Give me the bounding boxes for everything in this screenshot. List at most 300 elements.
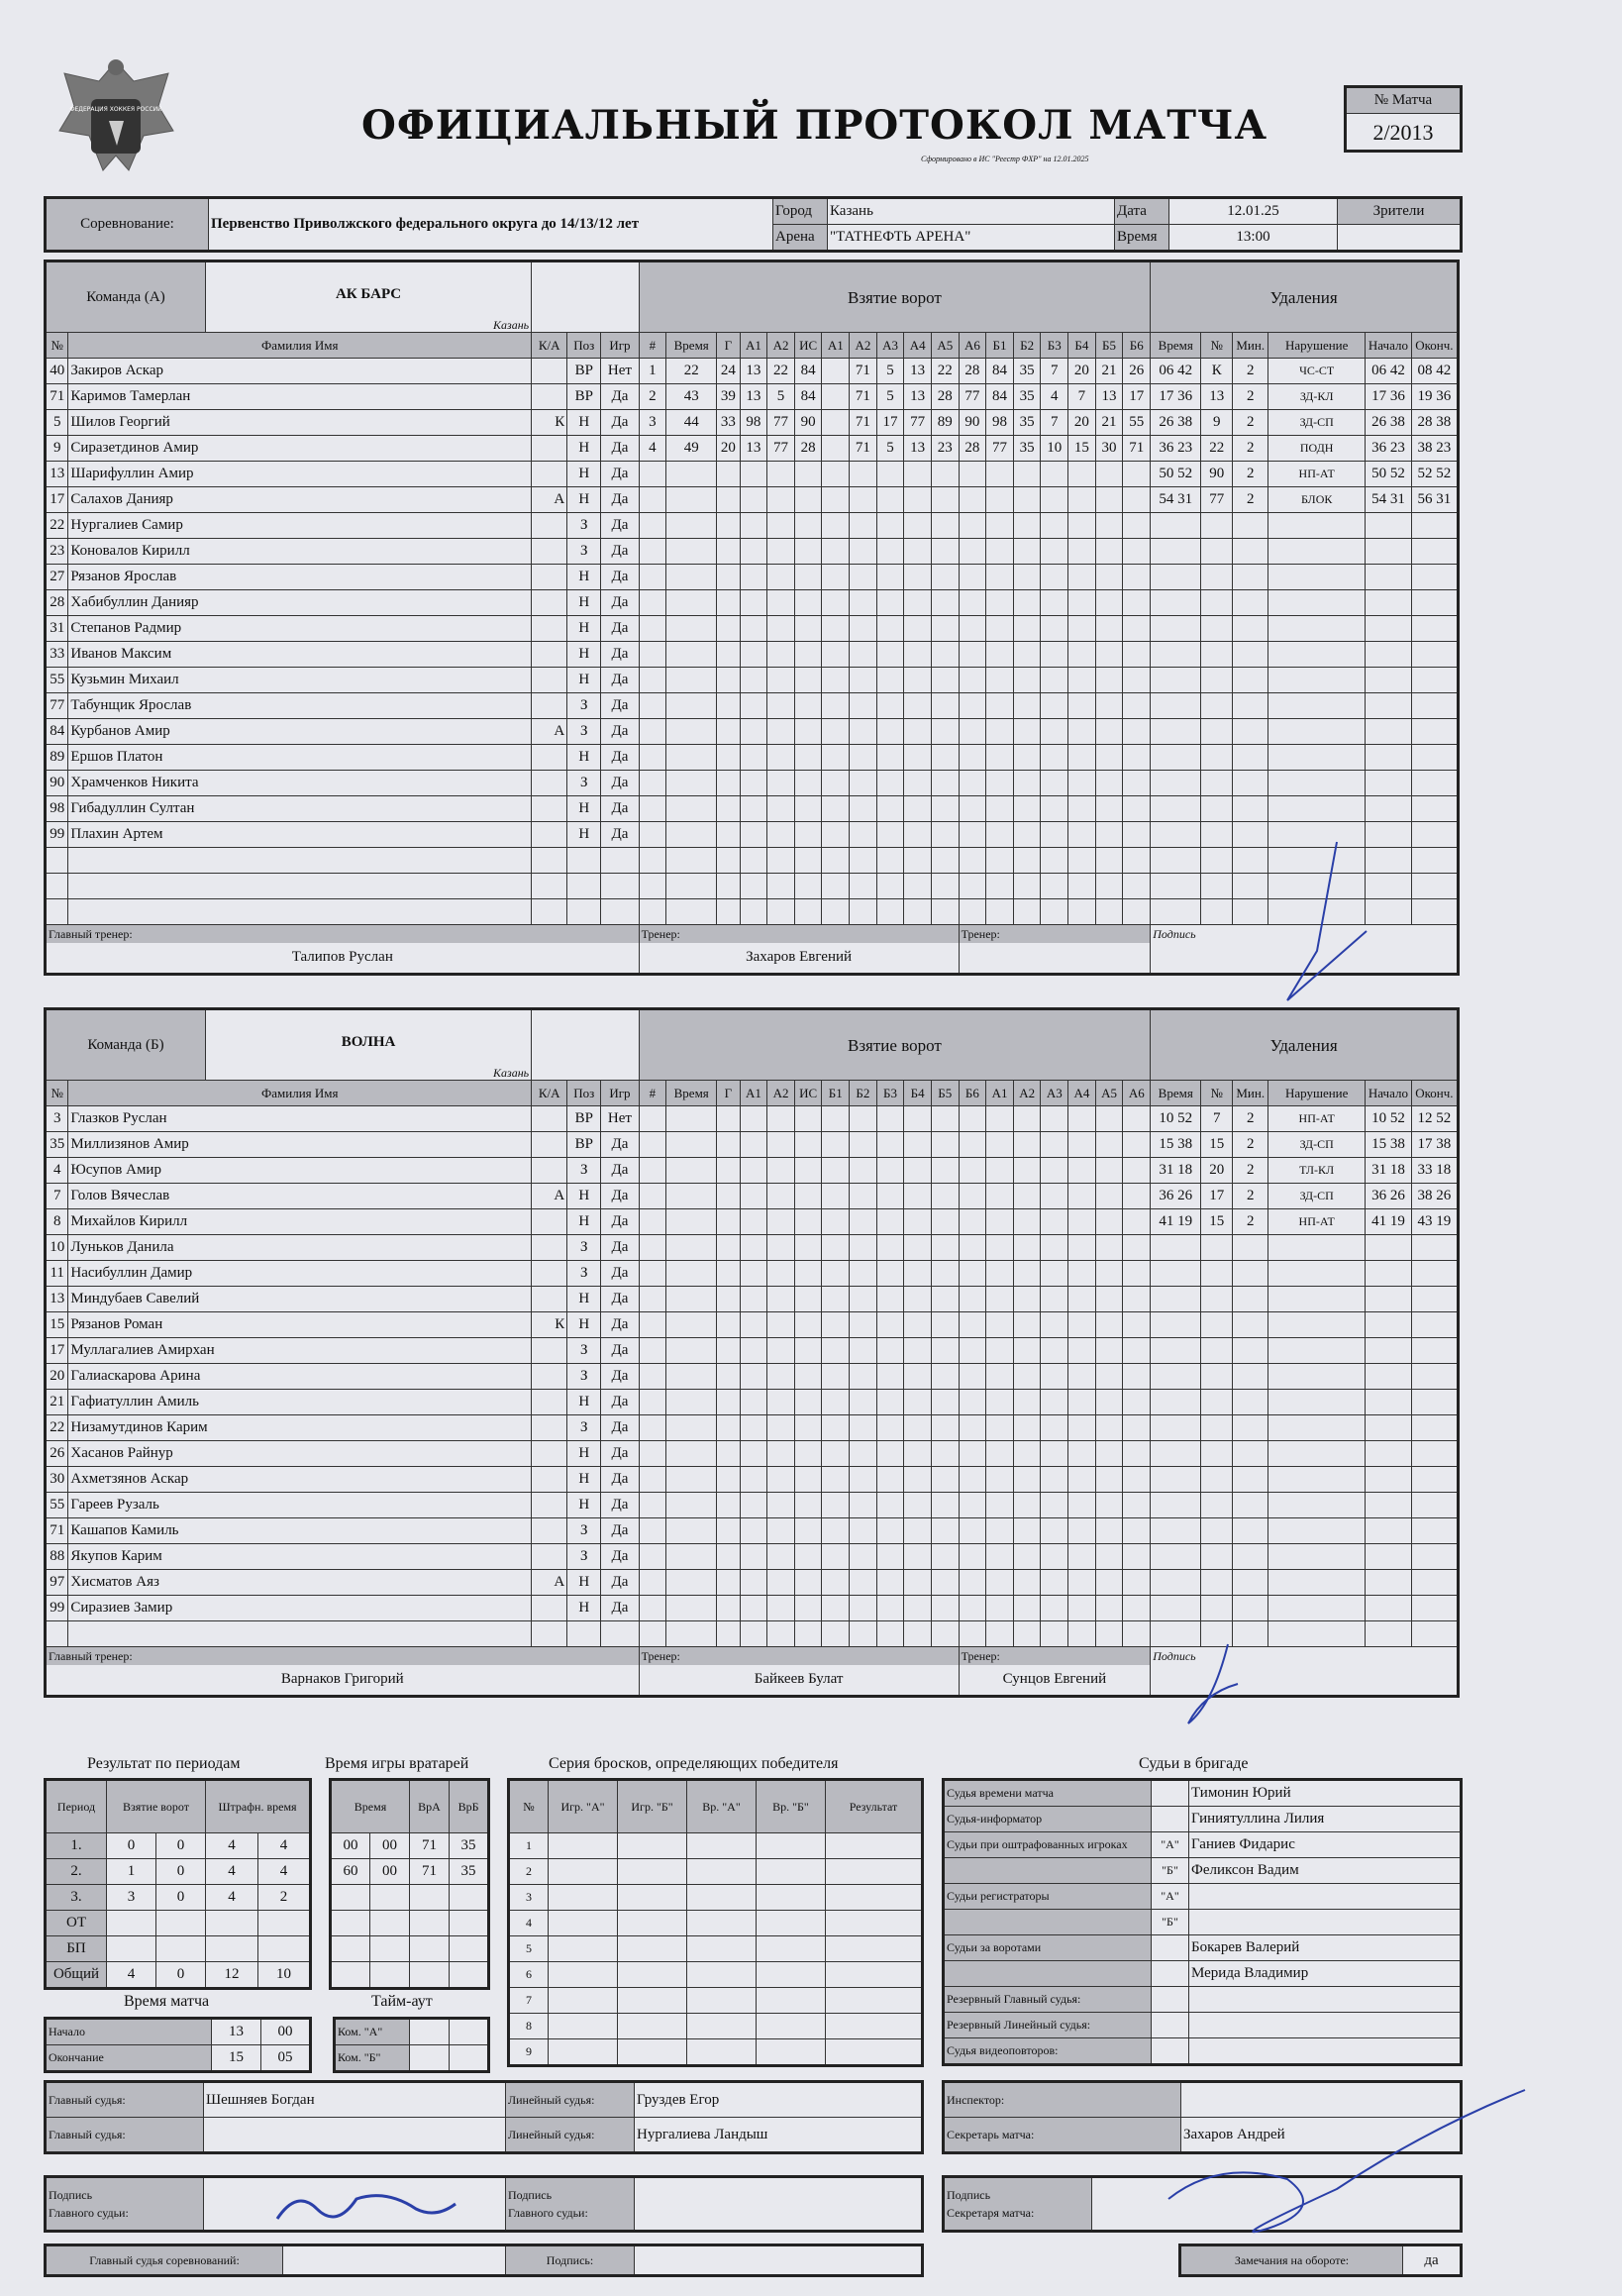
team_a-goal-cell: 98 [986, 410, 1014, 436]
team_a-goal-cell [767, 565, 795, 590]
team_b-pen-violation: ТЛ-КЛ [1268, 1158, 1366, 1184]
team_a-player-name: Шарифуллин Амир [68, 462, 532, 487]
team_a-pen-violation [1268, 771, 1366, 796]
team_b-goal-cell [904, 1467, 932, 1493]
team_a-goal-cell [767, 668, 795, 693]
team_b-goal-cell [986, 1364, 1014, 1390]
team_b-player-no: 35 [46, 1132, 68, 1158]
team_a-goal-cell [794, 668, 822, 693]
team_a-goal-cell: 5 [876, 359, 904, 384]
team_a-pen-start [1366, 745, 1412, 771]
team_a-pen-end [1411, 822, 1458, 848]
team_a-pen-time [1151, 668, 1201, 693]
team_a-goal-cell [850, 796, 877, 822]
team_a-goal-cell [876, 642, 904, 668]
goalie-title: Время игры вратарей [325, 1755, 469, 1772]
team_b-goal-cell [666, 1467, 717, 1493]
team_b-player-played: Да [601, 1364, 639, 1390]
team_a-goal-cell [986, 565, 1014, 590]
team_b-head-coach: Варнаков Григорий [280, 1671, 404, 1687]
team_a-goal-cell [1123, 874, 1151, 899]
team_a-goal-cell [850, 487, 877, 513]
team_b-hdr-pen-3: Нарушение [1268, 1081, 1366, 1106]
team_b-pen-start [1366, 1209, 1412, 1235]
team_a-goal-cell: 77 [959, 384, 986, 410]
team_b-goal-cell [666, 1570, 717, 1596]
team_b-goal-cell [822, 1518, 850, 1544]
team_b-goal-cell [1095, 1518, 1123, 1544]
team_b-coach2-cell [959, 1647, 1151, 1697]
team_a-goal-cell [740, 616, 767, 642]
team_b-pen-no [1201, 1235, 1233, 1261]
shootout-cell [549, 1885, 618, 1911]
shootout-no: 9 [509, 2039, 549, 2066]
referee-name: Мерида Владимир [1189, 1961, 1462, 1987]
team_b-pen-min [1233, 1493, 1268, 1518]
team_b-goal-cell [850, 1184, 877, 1209]
shootout-cell [687, 2039, 757, 2066]
team_a-goal-cell [931, 668, 959, 693]
team_a-goal-cell [904, 771, 932, 796]
team_b-goal-cell [850, 1364, 877, 1390]
team_b-pen-start [1366, 1184, 1412, 1209]
shootout-cell [757, 2039, 826, 2066]
match-time-title: Время матча [124, 1993, 210, 2010]
team_a-player-pos: ВР [567, 384, 601, 410]
goalie-cell [450, 1911, 489, 1936]
team_a-team-name: АК БАРС [335, 286, 402, 302]
period-cell: 4 [258, 1859, 311, 1885]
team_b-player-ka [532, 1338, 567, 1364]
team_b-player-pos: З [567, 1235, 601, 1261]
team_b-goal-cell [931, 1106, 959, 1132]
team_b-goal-cell [666, 1338, 717, 1364]
team_b-signature-cell [1151, 1647, 1459, 1697]
team_b-pen-time [1151, 1261, 1201, 1287]
team_a-goal-cell: 71 [850, 410, 877, 436]
team_a-player-played: Да [601, 693, 639, 719]
team_a-player-no: 40 [46, 359, 68, 384]
team_b-goal-cell [639, 1158, 666, 1184]
team_a-player-pos: З [567, 719, 601, 745]
team_a-goal-cell: 35 [1013, 384, 1041, 410]
referee-name: Ганиев Фидарис [1189, 1832, 1462, 1858]
team_b-goal-cell [931, 1518, 959, 1544]
shootout-header-cell: № [509, 1780, 549, 1833]
table-row [46, 359, 1459, 384]
team_a-pen-end [1411, 616, 1458, 642]
team_a-goal-cell [767, 539, 795, 565]
team_a-player-ka [532, 590, 567, 616]
team_b-goal-cell [1041, 1106, 1068, 1132]
team_b-pen-time [1151, 1415, 1201, 1441]
pen-end-sec: 26 [1436, 1188, 1452, 1203]
team_a-pen-no [1201, 513, 1233, 539]
period-cell: 3 [107, 1885, 156, 1911]
team_b-pen-min: 2 [1233, 1184, 1268, 1209]
team_a-label: Команда (А) [47, 262, 206, 332]
team_a-player-ka [532, 642, 567, 668]
team_a-goal-cell [1013, 745, 1041, 771]
team_b-goal-cell [767, 1106, 795, 1132]
team_a-goal-cell [1013, 642, 1041, 668]
team_a-goal-cell [822, 822, 850, 848]
team_b-player-pos: ВР [567, 1106, 601, 1132]
team_a-goal-cell [931, 874, 959, 899]
referee-role: Судья видеоповторов: [944, 2038, 1152, 2065]
team_a-pen-violation [1268, 513, 1366, 539]
team_b-goal-cell [986, 1158, 1014, 1184]
pen-start-sec: 23 [1389, 440, 1405, 456]
team_a-pen-min [1233, 745, 1268, 771]
team_a-goal-cell: 13 [740, 384, 767, 410]
team_a-player-played: Да [601, 745, 639, 771]
period-cell: 3. [46, 1885, 107, 1911]
team_a-goal-cell [767, 513, 795, 539]
inspector-secretary [942, 2080, 1463, 2154]
team_a-goal-cell: 13 [904, 384, 932, 410]
competition-referee-label: Главный судья соревнований: [46, 2245, 283, 2276]
pen-end-min: 12 [1417, 1110, 1433, 1126]
team_b-pen-end [1411, 1312, 1458, 1338]
team_b-player-no: 17 [46, 1338, 68, 1364]
table-row [46, 539, 1459, 565]
team_b-player-no: 71 [46, 1518, 68, 1544]
team_a-player-pos: З [567, 771, 601, 796]
team_a-goal-cell [986, 642, 1014, 668]
team_a-player-played [601, 874, 639, 899]
team_a-goal-cell [876, 771, 904, 796]
team_b-player-no: 20 [46, 1364, 68, 1390]
period-cell [258, 1911, 311, 1936]
team_b-player-played: Да [601, 1441, 639, 1467]
team_a-player-no: 99 [46, 822, 68, 848]
team_a-goal-cell: 49 [666, 436, 717, 462]
team_a-pen-min: 2 [1233, 359, 1268, 384]
shootout-cell [618, 1859, 687, 1885]
remarks-box [1178, 2244, 1463, 2277]
team_b-hdr-pen-4: Начало [1366, 1081, 1412, 1106]
team_b-label: Команда (Б) [47, 1010, 206, 1080]
team_a-goal-cell [876, 693, 904, 719]
table-row [46, 848, 1459, 874]
team_b-goal-cell [959, 1287, 986, 1312]
team_b-coach1: Байкеев Булат [754, 1671, 844, 1687]
team_a-pen-end [1411, 693, 1458, 719]
team_a-player-pos: Н [567, 565, 601, 590]
referee-row [944, 1884, 1462, 1910]
pen-start-sec: 19 [1389, 1213, 1405, 1229]
team_a-hdr-onice-11: Б6 [1123, 333, 1151, 359]
team_a-goal-cell [904, 899, 932, 925]
pen-end-min: 17 [1417, 1136, 1433, 1152]
team_a-goal-cell [876, 822, 904, 848]
team_b-pen-start [1366, 1312, 1412, 1338]
team_b-goal-cell [1013, 1467, 1041, 1493]
team_b-pen-time [1151, 1390, 1201, 1415]
team_b-player-played: Да [601, 1415, 639, 1441]
team_a-goal-cell: 3 [639, 410, 666, 436]
goalie-cell [331, 1936, 370, 1962]
pen-time-sec: 31 [1177, 491, 1193, 507]
team_b-goal-cell [1095, 1621, 1123, 1647]
team_b-hdr-8: А1 [740, 1081, 767, 1106]
team_a-goal-cell [1068, 848, 1096, 874]
team_b-goal-cell [1068, 1441, 1096, 1467]
team_b-goal-cell [1041, 1184, 1068, 1209]
team_b-pen-no: 15 [1201, 1132, 1233, 1158]
team_a-player-name [68, 848, 532, 874]
shootout-row [509, 1833, 923, 1859]
team_b-goal-cell [1123, 1390, 1151, 1415]
team_b-goal-cell [931, 1132, 959, 1158]
table-row [46, 693, 1459, 719]
team_b-goal-cell [740, 1338, 767, 1364]
team_b-goal-cell [931, 1415, 959, 1441]
team_b-player-pos: З [567, 1518, 601, 1544]
team_b-goal-cell [1123, 1338, 1151, 1364]
team_b-goal-cell [666, 1287, 717, 1312]
team_a-goal-cell [822, 359, 850, 384]
team_b-pen-no [1201, 1390, 1233, 1415]
team_a-hdr-0: № [46, 333, 68, 359]
team_b-pen-no [1201, 1493, 1233, 1518]
team_b-hdr-7: Г [717, 1081, 740, 1106]
team_b-goal-cell [1041, 1467, 1068, 1493]
team_a-hdr-onice-2: А3 [876, 333, 904, 359]
team_a-goal-cell: 21 [1095, 410, 1123, 436]
team_b-goal-cell [850, 1287, 877, 1312]
team_a-goal-cell [959, 771, 986, 796]
goalie-table [329, 1778, 490, 1990]
team_a-goal-cell [986, 462, 1014, 487]
team_b-hdr-onice-4: Б5 [931, 1081, 959, 1106]
team_b-hdr-1: Фамилия Имя [68, 1081, 532, 1106]
team_b-goal-cell [1123, 1287, 1151, 1312]
team_b-goal-cell [1095, 1338, 1123, 1364]
team_b-goal-cell [767, 1261, 795, 1287]
team_a-goal-cell: 5 [876, 384, 904, 410]
team_b-name-cell [46, 1009, 532, 1081]
period-cell: 2 [258, 1885, 311, 1911]
table-row [46, 1312, 1459, 1338]
team_a-goal-cell [822, 487, 850, 513]
team_a-player-name [68, 874, 532, 899]
team_b-player-pos: Н [567, 1287, 601, 1312]
team_b-goal-cell [850, 1493, 877, 1518]
team_a-goal-cell [931, 642, 959, 668]
shootout-no: 6 [509, 1962, 549, 1988]
pen-end-min: 38 [1417, 1188, 1433, 1203]
pen-time-min: 54 [1159, 491, 1174, 507]
team_b-goal-cell [1068, 1621, 1096, 1647]
referee-name [1189, 2013, 1462, 2038]
team_a-player-ka: А [532, 487, 567, 513]
competition-referee [44, 2244, 924, 2277]
team_b-goal-cell [666, 1441, 717, 1467]
team_b-goal-cell [822, 1596, 850, 1621]
team_a-goal-cell [931, 462, 959, 487]
team_a-goal-cell [794, 745, 822, 771]
match-start-hour: 13 [212, 2019, 261, 2045]
team_b-goal-cell [876, 1621, 904, 1647]
team_b-goal-cell [931, 1235, 959, 1261]
pen-time-sec: 38 [1177, 414, 1193, 430]
team_b-goal-cell [794, 1493, 822, 1518]
team_a-goal-cell [767, 771, 795, 796]
team_a-goal-cell [794, 642, 822, 668]
team_a-goal-cell [639, 642, 666, 668]
team_a-pen-start [1366, 668, 1412, 693]
team_a-pen-time [1151, 745, 1201, 771]
team_b-pen-time [1151, 1544, 1201, 1570]
table-row [46, 1544, 1459, 1570]
goalie-cell [331, 1962, 370, 1989]
team_a-pen-end [1411, 848, 1458, 874]
team_a-goal-cell [1068, 719, 1096, 745]
team_a-goal-cell [666, 719, 717, 745]
team_a-goal-cell [1041, 771, 1068, 796]
team_a-goal-cell: 84 [794, 384, 822, 410]
team_a-pen-min [1233, 513, 1268, 539]
referee-row [944, 1858, 1462, 1884]
team_b-player-pos: ВР [567, 1132, 601, 1158]
team_b-pen-violation [1268, 1390, 1366, 1415]
team_b-goal-cell [767, 1312, 795, 1338]
pen-start-sec: 38 [1389, 414, 1405, 430]
match-start-minute: 00 [261, 2019, 311, 2045]
team_b-pen-time [1151, 1132, 1201, 1158]
team_b-goal-cell [986, 1596, 1014, 1621]
table-row [46, 1518, 1459, 1544]
team_a-goal-cell [1041, 565, 1068, 590]
team_b-goal-cell [1068, 1467, 1096, 1493]
team_a-goal-cell [717, 719, 740, 745]
team_a-goal-cell [931, 616, 959, 642]
pen-start-sec: 38 [1389, 1136, 1405, 1152]
pen-time-min: 41 [1159, 1213, 1174, 1229]
goalie-header-time: Время [331, 1780, 410, 1833]
team_b-pen-min [1233, 1235, 1268, 1261]
team_b-goal-cell [1123, 1570, 1151, 1596]
team_b-goal-cell [959, 1493, 986, 1518]
team_b-goal-cell [1123, 1493, 1151, 1518]
referee-team [1152, 2013, 1189, 2038]
team_a-pen-no: 9 [1201, 410, 1233, 436]
team_a-pen-no [1201, 539, 1233, 565]
pen-time-min: 50 [1159, 466, 1174, 481]
team_b-player-played: Да [601, 1570, 639, 1596]
team_a-goal-cell [822, 771, 850, 796]
arena-value: "ТАТНЕФТЬ АРЕНА" [828, 225, 1115, 252]
team_a-player-name: Ершов Платон [68, 745, 532, 771]
team_b-goal-cell [1095, 1390, 1123, 1415]
team_b-pen-start [1366, 1415, 1412, 1441]
team_b-player-name [68, 1621, 532, 1647]
team_b-player-played: Да [601, 1596, 639, 1621]
team_b-goal-cell [794, 1132, 822, 1158]
team_b-goal-cell [1068, 1287, 1096, 1312]
team_b-goal-cell [876, 1132, 904, 1158]
team_b-goal-cell [904, 1106, 932, 1132]
team_b-goal-cell [1068, 1415, 1096, 1441]
team_a-pen-start [1366, 848, 1412, 874]
pen-start-sec: 31 [1389, 491, 1405, 507]
team_b-goal-cell [931, 1312, 959, 1338]
team_b-signature-label: Подпись [1153, 1649, 1196, 1663]
line-referee-label-2: Линейный судья: [506, 2118, 635, 2153]
team_a-pen-violation [1268, 796, 1366, 822]
team_a-goal-cell [1041, 745, 1068, 771]
team_a-pen-start [1366, 513, 1412, 539]
shootout-no: 7 [509, 1988, 549, 2014]
pen-start-min: 17 [1371, 388, 1387, 404]
pen-start-sec: 18 [1389, 1162, 1405, 1178]
team_b-player-played [601, 1621, 639, 1647]
team_b-player-played: Да [601, 1467, 639, 1493]
team_a-hdr-onice-7: Б2 [1013, 333, 1041, 359]
team_b-pen-start [1366, 1467, 1412, 1493]
team_a-player-name: Плахин Артем [68, 822, 532, 848]
team_b-pen-min: 2 [1233, 1209, 1268, 1235]
period-cell [107, 1911, 156, 1936]
team_b-player-name: Хисматов Аяз [68, 1570, 532, 1596]
team_a-pen-violation [1268, 642, 1366, 668]
team_a-goal-cell [986, 822, 1014, 848]
team_a-pen-end [1411, 384, 1458, 410]
team_b-pen-no [1201, 1287, 1233, 1312]
team_b-goal-cell [1013, 1596, 1041, 1621]
team_b-goal-cell [717, 1338, 740, 1364]
team_b-goal-cell [1095, 1467, 1123, 1493]
team_b-player-ka [532, 1132, 567, 1158]
pen-start-min: 50 [1371, 466, 1387, 481]
team_b-goal-cell [740, 1364, 767, 1390]
team_a-player-name: Коновалов Кирилл [68, 539, 532, 565]
line-referee-1: Груздев Егор [635, 2082, 923, 2118]
shootout-cell [618, 1911, 687, 1936]
inspector-value [1181, 2082, 1462, 2118]
team_a-goal-cell [1068, 899, 1096, 925]
team_a-goal-cell [1095, 796, 1123, 822]
team_b-goal-cell [876, 1338, 904, 1364]
team_a-goal-cell [876, 462, 904, 487]
team_a-player-no: 23 [46, 539, 68, 565]
team_a-goal-cell [904, 745, 932, 771]
team_b-pen-end [1411, 1493, 1458, 1518]
team_b-goal-cell [904, 1184, 932, 1209]
team_a-pen-min [1233, 719, 1268, 745]
team_b-pen-min [1233, 1544, 1268, 1570]
team_b-goal-cell [1013, 1235, 1041, 1261]
table-row [46, 487, 1459, 513]
team_b-pen-min [1233, 1467, 1268, 1493]
team_a-goal-cell: 7 [1068, 384, 1096, 410]
team_b-goal-cell [717, 1621, 740, 1647]
team_b-goal-cell [1041, 1209, 1068, 1235]
team_b-team-name: ВОЛНА [341, 1034, 396, 1050]
team_a-goal-cell [959, 462, 986, 487]
pen-start-sec: 42 [1389, 363, 1405, 378]
team_a-goal-cell: 23 [931, 436, 959, 462]
team_b-goal-cell [1013, 1441, 1041, 1467]
team_a-pen-no [1201, 590, 1233, 616]
team_b-player-played: Нет [601, 1106, 639, 1132]
line-referee-label: Линейный судья: [506, 2082, 635, 2118]
team_b-goal-cell [931, 1338, 959, 1364]
team_a-goal-cell [931, 487, 959, 513]
team_a-goal-cell [717, 513, 740, 539]
